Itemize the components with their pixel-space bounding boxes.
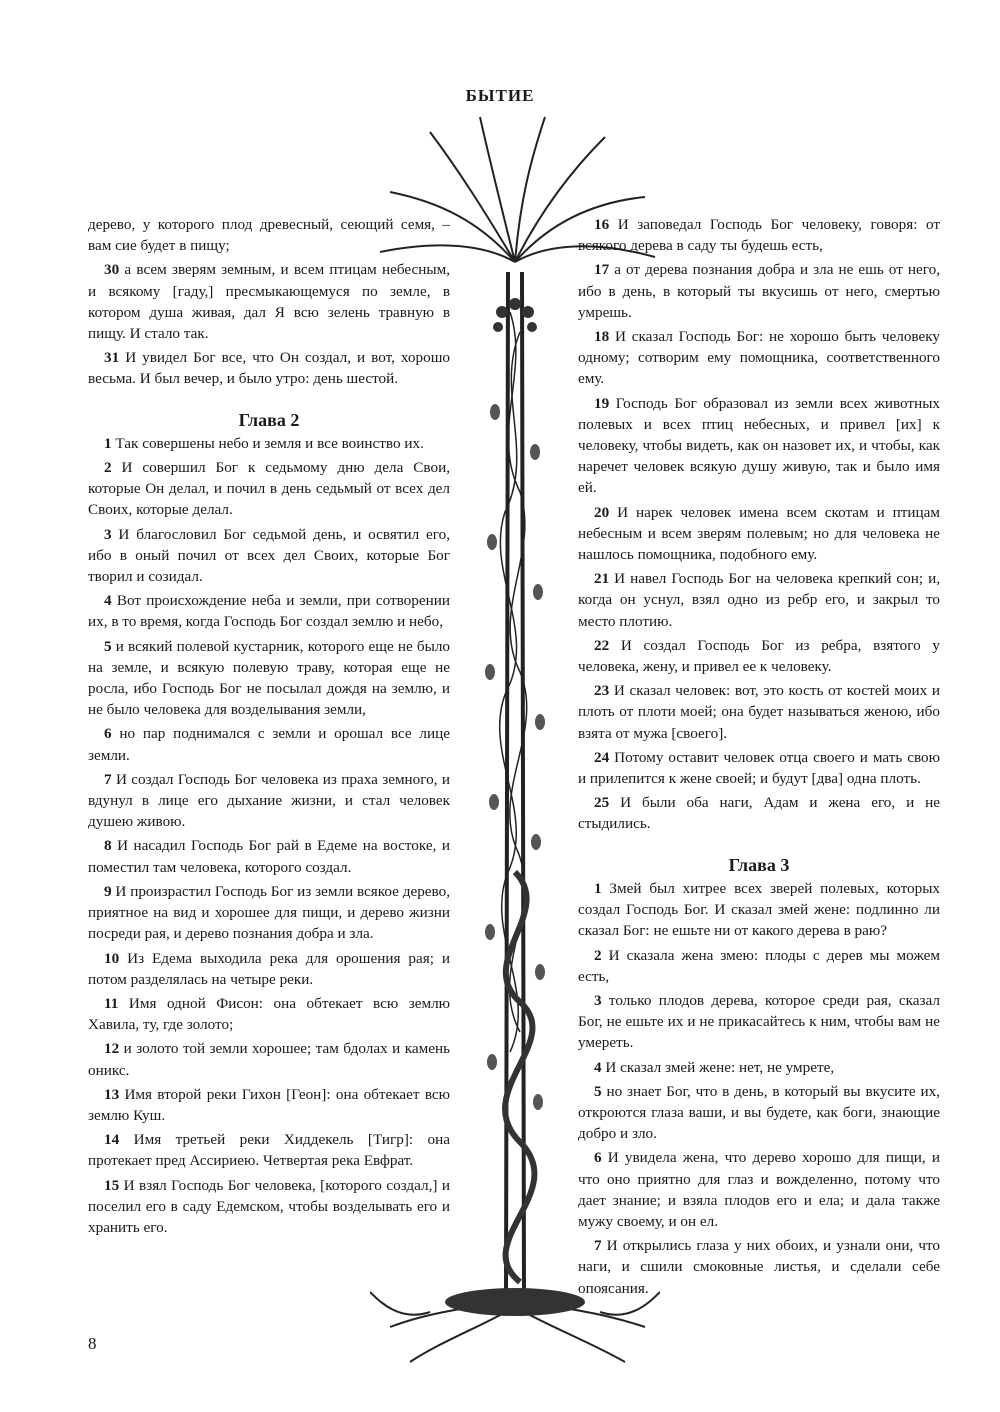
verse-text: но знает Бог, что в день, в который вы вкусите их, откроются глаза ваши, и вы будете, как боги, знающие добро и зло. (578, 1082, 940, 1143)
verse-number: 11 (104, 994, 119, 1012)
verse-number: 30 (104, 261, 120, 279)
verse-text: И увидел Бог все, что Он создал, и вот, хорошо весьма. И был вечер, и было утро: день шестой. (88, 349, 450, 388)
verse (578, 747, 940, 789)
verse (578, 214, 940, 256)
verse (88, 590, 450, 632)
verse-text: Имя одной Фисон: она обтекает всю землю Хавила, ту, где золото; (88, 994, 450, 1034)
verse-number: 1 (104, 434, 112, 452)
verse-number: 24 (594, 748, 610, 766)
verse-text: И создал Господь Бог из ребра, взятого у человека, жену, и привел ее к человеку. (578, 636, 940, 676)
verse-number: 18 (594, 328, 610, 346)
verse-number: 22 (594, 636, 610, 654)
verse-text: И открылись глаза у них обоих, и узнали они, что наги, и сшили смоковные листья, и сделали себе опоясания. (578, 1237, 940, 1297)
verse-text: Потому оставит человек отца своего и мать свою и прилепится к жене своей; и будут [два] одна плоть. (578, 748, 940, 788)
verse-text: И сказала жена змею: плоды с дерев мы можем есть, (578, 946, 940, 985)
verse (88, 723, 450, 765)
verse-number: 12 (104, 1040, 120, 1058)
verse (88, 835, 450, 877)
verse (578, 635, 940, 677)
verse (88, 347, 450, 389)
verse (578, 945, 940, 987)
verse-number: 15 (104, 1176, 120, 1194)
chapter-heading: Глава 3 (728, 854, 790, 875)
verse (88, 881, 450, 945)
left-text-column (88, 214, 450, 1241)
verse-text: только плодов дерева, которое среди рая, сказал Бог, не ешьте их и не прикасайтесь к ним, чтобы вам не умереть. (578, 991, 940, 1052)
verse-text: И сказал Господь Бог: не хорошо быть человеку одному; сотворим ему помощника, соответственного ему. (578, 328, 940, 388)
verse-continuation: дерево, у которого плод древесный, сеющий семя, – вам сие будет в пищу; (88, 216, 450, 255)
verse-number: 4 (594, 1058, 602, 1076)
verse-number: 21 (594, 570, 610, 588)
verse-number: 5 (104, 637, 112, 655)
verse (578, 680, 940, 744)
verse (578, 990, 940, 1054)
verse-text: И навел Господь Бог на человека крепкий сон; и, когда он уснул, взял одно из ребр его, и закрыл то место плотию. (578, 570, 940, 630)
verse-number: 23 (594, 682, 610, 700)
verse (578, 259, 940, 323)
verse (578, 326, 940, 390)
verse-text: И взял Господь Бог человека, [которого создал,] и поселил его в саду Едемском, чтобы возделывать его и хранить его. (88, 1176, 450, 1236)
verse-number: 8 (104, 837, 112, 855)
verse-text: но пар поднимался с земли и орошал все лице земли. (88, 725, 450, 764)
verse-number: 5 (594, 1082, 602, 1100)
right-text-column (578, 214, 940, 1302)
verse-text: а от дерева познания добра и зла не ешь от него, ибо в день, в который ты вкусишь от него, смертью умрешь. (578, 261, 940, 321)
verse (578, 1235, 940, 1299)
verse-number: 3 (104, 525, 112, 543)
verse-text: а всем зверям земным, и всем птицам небесным, и всякому [гаду,] пресмыкающемуся по земле, в котором душа живая, дал Я всю зелень травную в пищу. И стало так. (88, 261, 450, 343)
verse-text: И совершил Бог к седьмому дню дела Свои, которые Он делал, и почил в день седьмый от всех дел Своих, которые делал. (88, 459, 450, 519)
verse-text: И заповедал Господь Бог человеку, говоря: от всякого дерева в саду ты будешь есть, (578, 216, 940, 255)
verse-text: И сказал змей жене: нет, не умрете, (601, 1058, 835, 1076)
verse-text: И нарек человек имена всем скотам и птицам небесным и всем зверям полевым; но для человека не нашлось помощника, подобного ему. (578, 503, 940, 564)
verse-text: Вот происхождение неба и земли, при сотворении их, в то время, когда Господь Бог создал землю и небо, (88, 592, 450, 631)
verse-text: Змей был хитрее всех зверей полевых, которых создал Господь Бог. И сказал змей жене: подлинно ли сказал Бог: не ешьте ни от какого дерева в раю? (578, 879, 940, 940)
verse-number: 19 (594, 394, 610, 412)
verse-text: Так совершены небо и земля и все воинство их. (111, 434, 424, 452)
verse-number: 10 (104, 949, 120, 967)
verse-text: И произрастил Господь Бог из земли всякое дерево, приятное на вид и хорошее для пищи, и дерево жизни посреди рая, и дерево познания добра и зла. (88, 882, 450, 943)
verse (88, 433, 450, 454)
verse-number: 13 (104, 1085, 120, 1103)
verse-number: 6 (104, 725, 112, 743)
verse (578, 1057, 940, 1078)
verse (88, 948, 450, 990)
verse-text: И сказал человек: вот, это кость от костей моих и плоть от плоти моей; она будет называться женою, ибо взята от мужа [своего]. (578, 682, 940, 742)
verse (578, 1147, 940, 1232)
verse-text: И благословил Бог седьмой день, и освятил его, ибо в оный почил от всех дел Своих, которые Бог творил и созидал. (88, 525, 450, 586)
verse-number: 2 (104, 459, 112, 477)
verse-number: 31 (104, 349, 120, 367)
verse-number: 4 (104, 592, 112, 610)
verse (88, 1038, 450, 1080)
verse-number: 2 (594, 946, 602, 964)
verse-number: 25 (594, 794, 610, 812)
verse (88, 993, 450, 1035)
verse-number: 17 (594, 261, 610, 279)
verse-text: Имя второй реки Гихон [Геон]: она обтекает всю землю Куш. (88, 1085, 450, 1124)
verse (578, 878, 940, 942)
verse (88, 259, 450, 344)
verse-text: и золото той земли хорошее; там бдолах и камень оникс. (88, 1040, 450, 1079)
page-number: 8 (88, 1334, 97, 1353)
verse (88, 524, 450, 588)
verse (88, 636, 450, 721)
verse-number: 20 (594, 503, 610, 521)
verse (578, 792, 940, 834)
verse-number: 9 (104, 882, 112, 900)
verse (578, 393, 940, 499)
verse-text: Господь Бог образовал из земли всех животных полевых и всех птиц небесных, и привел [их] к человеку, чтобы видеть, как он назовет их, и чтобы, как наречет человек всякую душу живую, так и было имя ей. (578, 394, 940, 497)
verse-text: И насадил Господь Бог рай в Едеме на востоке, и поместил там человека, которого создал. (88, 837, 450, 876)
verse (578, 502, 940, 566)
verse (578, 1081, 940, 1145)
verse (88, 1084, 450, 1126)
verse-number: 7 (594, 1237, 602, 1255)
verse-text: И создал Господь Бог человека из праха земного, и вдунул в лице его дыхание жизни, и стал человек душею живою. (88, 770, 450, 831)
verse-number: 7 (104, 770, 112, 788)
verse-text: И увидела жена, что дерево хорошо для пищи, и что оно приятно для глаз и вожделенно, потому что дает знание; и взяла плодов его и ела; и дала также мужу своему, и он ел. (578, 1149, 940, 1230)
verse (88, 1129, 450, 1171)
verse-number: 1 (594, 879, 602, 897)
verse-number: 16 (594, 216, 610, 233)
verse (578, 568, 940, 632)
verse-number: 6 (594, 1149, 602, 1167)
verse-text: Имя третьей реки Хиддекель [Тигр]: она протекает пред Ассириею. Четвертая река Евфрат. (88, 1131, 450, 1170)
verse-text: И были оба наги, Адам и жена его, и не стыдились. (578, 794, 940, 833)
verse-text: Из Едема выходила река для орошения рая; и потом разделялась на четыре реки. (88, 949, 450, 988)
chapter-heading: Глава 2 (238, 409, 300, 430)
verse-number: 3 (594, 991, 602, 1009)
verse (88, 769, 450, 833)
verse-number: 14 (104, 1131, 120, 1149)
verse (88, 1175, 450, 1239)
verse-text: и всякий полевой кустарник, которого еще не было на земле, и всякую полевую траву, которая еще не росла, ибо Господь Бог не посылал дождя на землю, и не было человека для возделывания земли, (88, 637, 450, 719)
verse (88, 457, 450, 521)
page-title: БЫТИЕ (465, 86, 535, 105)
